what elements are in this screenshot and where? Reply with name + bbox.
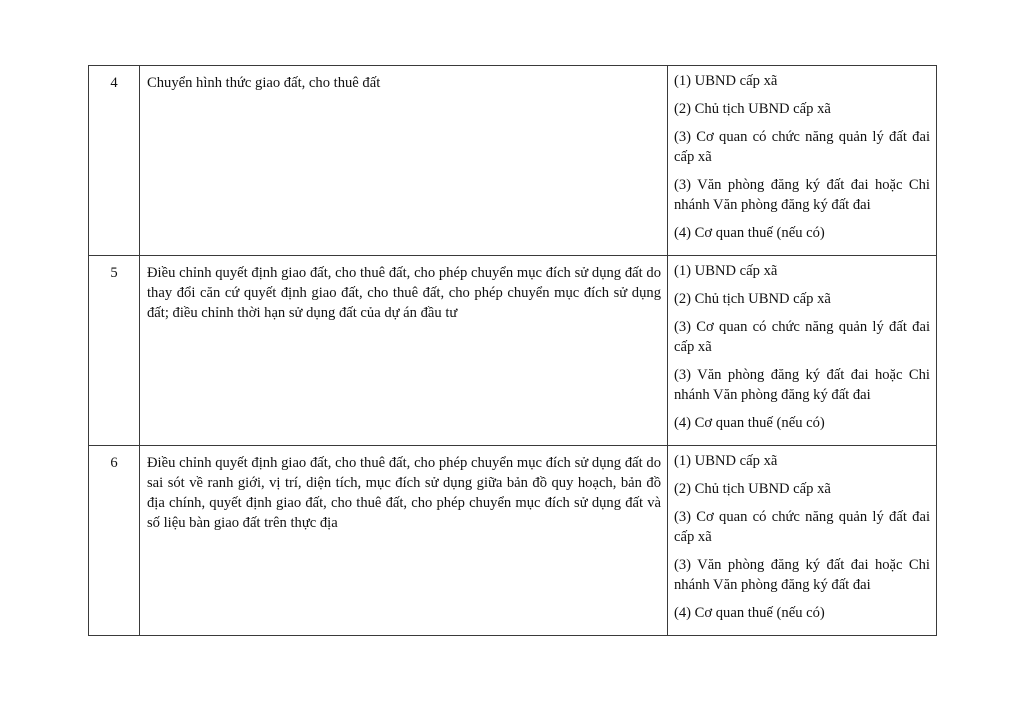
body-item: (2) Chủ tịch UBND cấp xã [674, 291, 831, 307]
table-row [89, 446, 937, 636]
body-item: (1) UBND cấp xã [674, 263, 778, 279]
responsible-bodies [668, 256, 937, 446]
procedure-table [88, 65, 937, 636]
body-item: (1) UBND cấp xã [674, 453, 778, 469]
row-number: 5 [89, 256, 140, 446]
row-number: 6 [89, 446, 140, 636]
responsible-bodies [668, 446, 937, 636]
body-item: (3) Cơ quan có chức năng quản lý đất đai cấp xã [674, 319, 930, 355]
table-row [89, 256, 937, 446]
procedure-description: Điều chỉnh quyết định giao đất, cho thuê đất, cho phép chuyển mục đích sử dụng đất do sai sót về ranh giới, vị trí, diện tích, mục đích sử dụng giữa bản đồ quy hoạch, bản đồ địa chính, quyết định giao đất, cho thuê đất, cho phép chuyển mục đích sử dụng đất và số liệu bàn giao đất trên thực địa [140, 446, 668, 636]
body-item: (4) Cơ quan thuế (nếu có) [674, 415, 825, 431]
body-item: (2) Chủ tịch UBND cấp xã [674, 481, 831, 497]
body-item: (4) Cơ quan thuế (nếu có) [674, 605, 825, 621]
body-item: (3) Văn phòng đăng ký đất đai hoặc Chi nhánh Văn phòng đăng ký đất đai [674, 557, 930, 593]
responsible-bodies [668, 66, 937, 256]
body-item: (3) Cơ quan có chức năng quản lý đất đai cấp xã [674, 129, 930, 165]
body-item: (2) Chủ tịch UBND cấp xã [674, 101, 831, 117]
body-item: (4) Cơ quan thuế (nếu có) [674, 225, 825, 241]
procedure-description: Điều chỉnh quyết định giao đất, cho thuê đất, cho phép chuyển mục đích sử dụng đất do thay đổi căn cứ quyết định giao đất, cho thuê đất, cho phép chuyển mục đích sử dụng đất; điều chỉnh thời hạn sử dụng đất của dự án đầu tư [140, 256, 668, 446]
body-item: (3) Văn phòng đăng ký đất đai hoặc Chi nhánh Văn phòng đăng ký đất đai [674, 367, 930, 403]
procedure-description: Chuyển hình thức giao đất, cho thuê đất [140, 66, 668, 256]
table-row [89, 66, 937, 256]
body-item: (3) Cơ quan có chức năng quản lý đất đai cấp xã [674, 509, 930, 545]
body-item: (1) UBND cấp xã [674, 73, 778, 89]
row-number: 4 [89, 66, 140, 256]
body-item: (3) Văn phòng đăng ký đất đai hoặc Chi nhánh Văn phòng đăng ký đất đai [674, 177, 930, 213]
